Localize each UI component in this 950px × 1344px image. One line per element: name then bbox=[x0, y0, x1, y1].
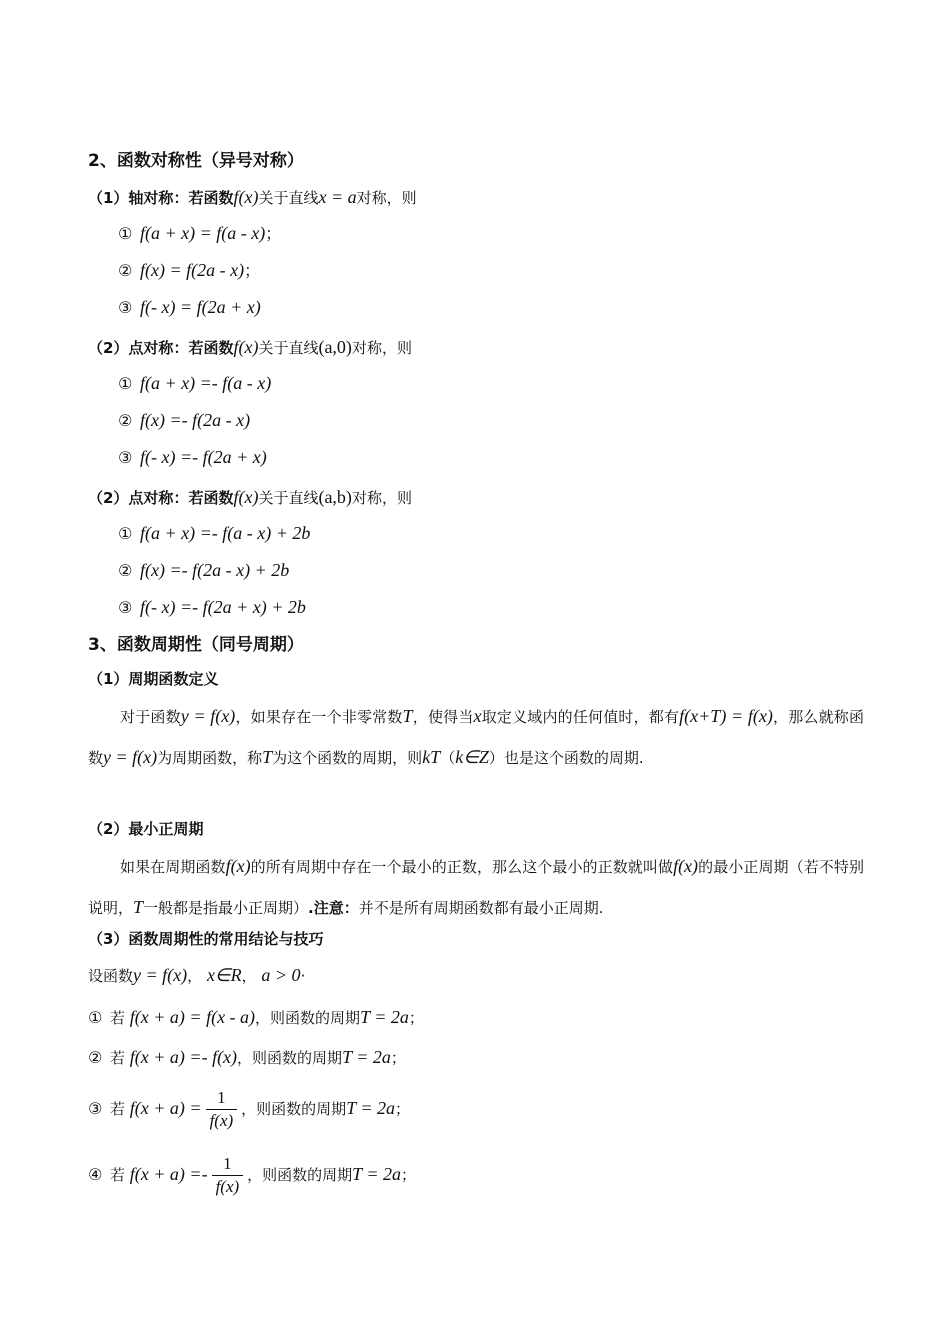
item-number: ③ bbox=[118, 598, 133, 617]
text: 设函数 bbox=[88, 967, 134, 985]
formula: f(x) = f(2a - x) bbox=[140, 260, 245, 280]
formula-row bbox=[118, 372, 271, 395]
text: 若 bbox=[110, 1049, 126, 1067]
point-symmetry-label: （2）点对称：若函数 bbox=[88, 339, 234, 357]
formula-row bbox=[118, 259, 260, 282]
text: ， bbox=[187, 967, 203, 985]
periodic-definition-heading bbox=[88, 668, 218, 690]
formula: x bbox=[473, 706, 482, 726]
heading-label: （1）周期函数定义 bbox=[88, 670, 219, 688]
formula: f(- x) = f(2a + x) bbox=[140, 297, 261, 317]
fx: f(x) bbox=[233, 337, 259, 357]
formula: f(x + a) =- f(x) bbox=[129, 1047, 238, 1067]
punct: ； bbox=[401, 1166, 417, 1184]
formula: k∈Z bbox=[455, 747, 489, 767]
heading-label: （3）函数周期性的常用结论与技巧 bbox=[88, 930, 324, 948]
formula: f(x+T) = f(x) bbox=[679, 706, 773, 726]
text: 为周期函数，称 bbox=[157, 749, 263, 767]
text: ，使得当 bbox=[412, 708, 474, 726]
item-number: ② bbox=[118, 261, 133, 280]
text: 对称，则 bbox=[351, 489, 412, 507]
text: ，则函数的周期 bbox=[247, 1166, 353, 1184]
formula: T = 2a bbox=[342, 1047, 391, 1067]
formula: T bbox=[133, 897, 144, 917]
text: ，那么就称函数 bbox=[88, 708, 864, 767]
item-number: ③ bbox=[118, 448, 133, 467]
fraction bbox=[206, 1087, 238, 1132]
text: ，则函数的周期 bbox=[255, 1009, 361, 1027]
point-symmetry-heading-2 bbox=[88, 486, 412, 509]
formula: f(- x) =- f(2a + x) bbox=[140, 447, 267, 467]
formula: y = f(x) bbox=[103, 747, 158, 767]
formula-row bbox=[118, 522, 310, 545]
formula: a > 0 bbox=[261, 965, 301, 985]
item-number: ④ bbox=[88, 1165, 103, 1184]
formula: f(a + x) =- f(a - x) bbox=[140, 373, 272, 393]
punct: ； bbox=[395, 1100, 411, 1118]
conclusion-row-fraction bbox=[88, 1086, 410, 1132]
formula-row bbox=[118, 559, 289, 582]
text: 的所有周期中存在一个最小的正数，那么这个最小的正数就叫做 bbox=[250, 858, 674, 876]
axis-symmetry-heading bbox=[88, 186, 417, 209]
fraction-denominator: f(x) bbox=[209, 1111, 234, 1130]
periodic-definition-paragraph bbox=[88, 696, 864, 778]
formula: kT bbox=[422, 747, 441, 767]
formula: f(x) =- f(2a - x) + 2b bbox=[140, 560, 290, 580]
item-number: ③ bbox=[118, 298, 133, 317]
formula: f(x) bbox=[225, 856, 251, 876]
text: 关于直线 bbox=[258, 489, 319, 507]
formula: T bbox=[402, 706, 413, 726]
formula: T bbox=[262, 747, 273, 767]
text: ，如果存在一个非零常数 bbox=[235, 708, 403, 726]
text: ， bbox=[241, 967, 257, 985]
text: 取定义域内的任何值时，都有 bbox=[481, 708, 680, 726]
punct: ； bbox=[244, 261, 261, 280]
formula: f(- x) =- f(2a + x) + 2b bbox=[140, 597, 306, 617]
fx: f(x) bbox=[233, 487, 259, 507]
formula-row bbox=[118, 446, 267, 469]
text: 若 bbox=[110, 1166, 126, 1184]
axis-symmetry-label: （1）轴对称：若函数 bbox=[88, 189, 234, 207]
formula: f(x) bbox=[673, 856, 699, 876]
section-3-title: 3、函数周期性（同号周期） bbox=[88, 635, 304, 655]
text: 为这个函数的周期，则 bbox=[272, 749, 423, 767]
punct: ； bbox=[408, 1009, 424, 1027]
text: 一般都是指最小正周期） bbox=[143, 899, 309, 917]
text: ）也是这个函数的周期. bbox=[488, 749, 644, 767]
item-number: ① bbox=[118, 374, 133, 393]
fraction-denominator: f(x) bbox=[215, 1177, 240, 1196]
formula: y = f(x) bbox=[133, 965, 188, 985]
formula: f(a + x) = f(a - x) bbox=[140, 223, 266, 243]
conclusion-row bbox=[88, 1046, 406, 1069]
formula: f(x + a) = f(x - a) bbox=[129, 1007, 256, 1027]
punct: ； bbox=[265, 224, 282, 243]
text: 并不是所有周期函数都有最小正周期. bbox=[358, 899, 604, 917]
point-symmetry-heading bbox=[88, 336, 412, 359]
item-number: ③ bbox=[88, 1099, 103, 1118]
formula: T = 2a bbox=[360, 1007, 409, 1027]
item-number: ② bbox=[118, 411, 133, 430]
conclusion-row-fraction bbox=[88, 1152, 416, 1198]
formula: f(a + x) =- f(a - x) + 2b bbox=[140, 523, 311, 543]
text: 如果在周期函数 bbox=[120, 858, 226, 876]
note-label: .注意： bbox=[308, 899, 359, 917]
text: 关于直线 bbox=[258, 339, 319, 357]
text: 的最小正周期（若不特别说明， bbox=[88, 858, 864, 917]
fx: f(x) bbox=[233, 187, 259, 207]
formula: f(x + a) =- bbox=[129, 1164, 208, 1184]
text: · bbox=[300, 967, 306, 985]
formula: T = 2a bbox=[352, 1164, 402, 1184]
item-number: ① bbox=[118, 224, 133, 243]
item-number: ② bbox=[88, 1048, 103, 1067]
min-period-heading bbox=[88, 818, 203, 840]
periodic-conclusions-heading bbox=[88, 928, 323, 950]
min-period-paragraph bbox=[88, 846, 864, 928]
punct: ； bbox=[390, 1049, 406, 1067]
formula: f(x) =- f(2a - x) bbox=[140, 410, 251, 430]
formula-row bbox=[118, 596, 306, 619]
item-number: ① bbox=[118, 524, 133, 543]
condition: (a,0) bbox=[318, 337, 352, 357]
text: 对称，则 bbox=[351, 339, 412, 357]
formula-row bbox=[118, 296, 261, 319]
text: ，则函数的周期 bbox=[237, 1049, 343, 1067]
formula: T = 2a bbox=[346, 1098, 396, 1118]
condition: (a,b) bbox=[318, 487, 352, 507]
text: 对称，则 bbox=[356, 189, 417, 207]
text: （ bbox=[440, 749, 456, 767]
setup-line bbox=[88, 964, 305, 987]
formula: f(x + a) = bbox=[129, 1098, 202, 1118]
fraction-numerator: 1 bbox=[206, 1087, 238, 1110]
text: 关于直线 bbox=[258, 189, 319, 207]
formula: y = f(x) bbox=[180, 706, 236, 726]
text: 对于函数 bbox=[120, 708, 181, 726]
text: 若 bbox=[110, 1009, 126, 1027]
section-2-title: 2、函数对称性（异号对称） bbox=[88, 151, 304, 171]
heading-label: （2）最小正周期 bbox=[88, 820, 204, 838]
condition: x = a bbox=[318, 187, 357, 207]
formula-row bbox=[118, 222, 281, 245]
formula: x∈R bbox=[206, 965, 242, 985]
item-number: ② bbox=[118, 561, 133, 580]
text: 若 bbox=[110, 1100, 126, 1118]
fraction-numerator: 1 bbox=[212, 1153, 244, 1176]
formula-row bbox=[118, 409, 250, 432]
point-symmetry-label: （2）点对称：若函数 bbox=[88, 489, 234, 507]
fraction bbox=[212, 1153, 244, 1198]
text: ，则函数的周期 bbox=[241, 1100, 347, 1118]
conclusion-row bbox=[88, 1006, 424, 1029]
item-number: ① bbox=[88, 1008, 103, 1027]
